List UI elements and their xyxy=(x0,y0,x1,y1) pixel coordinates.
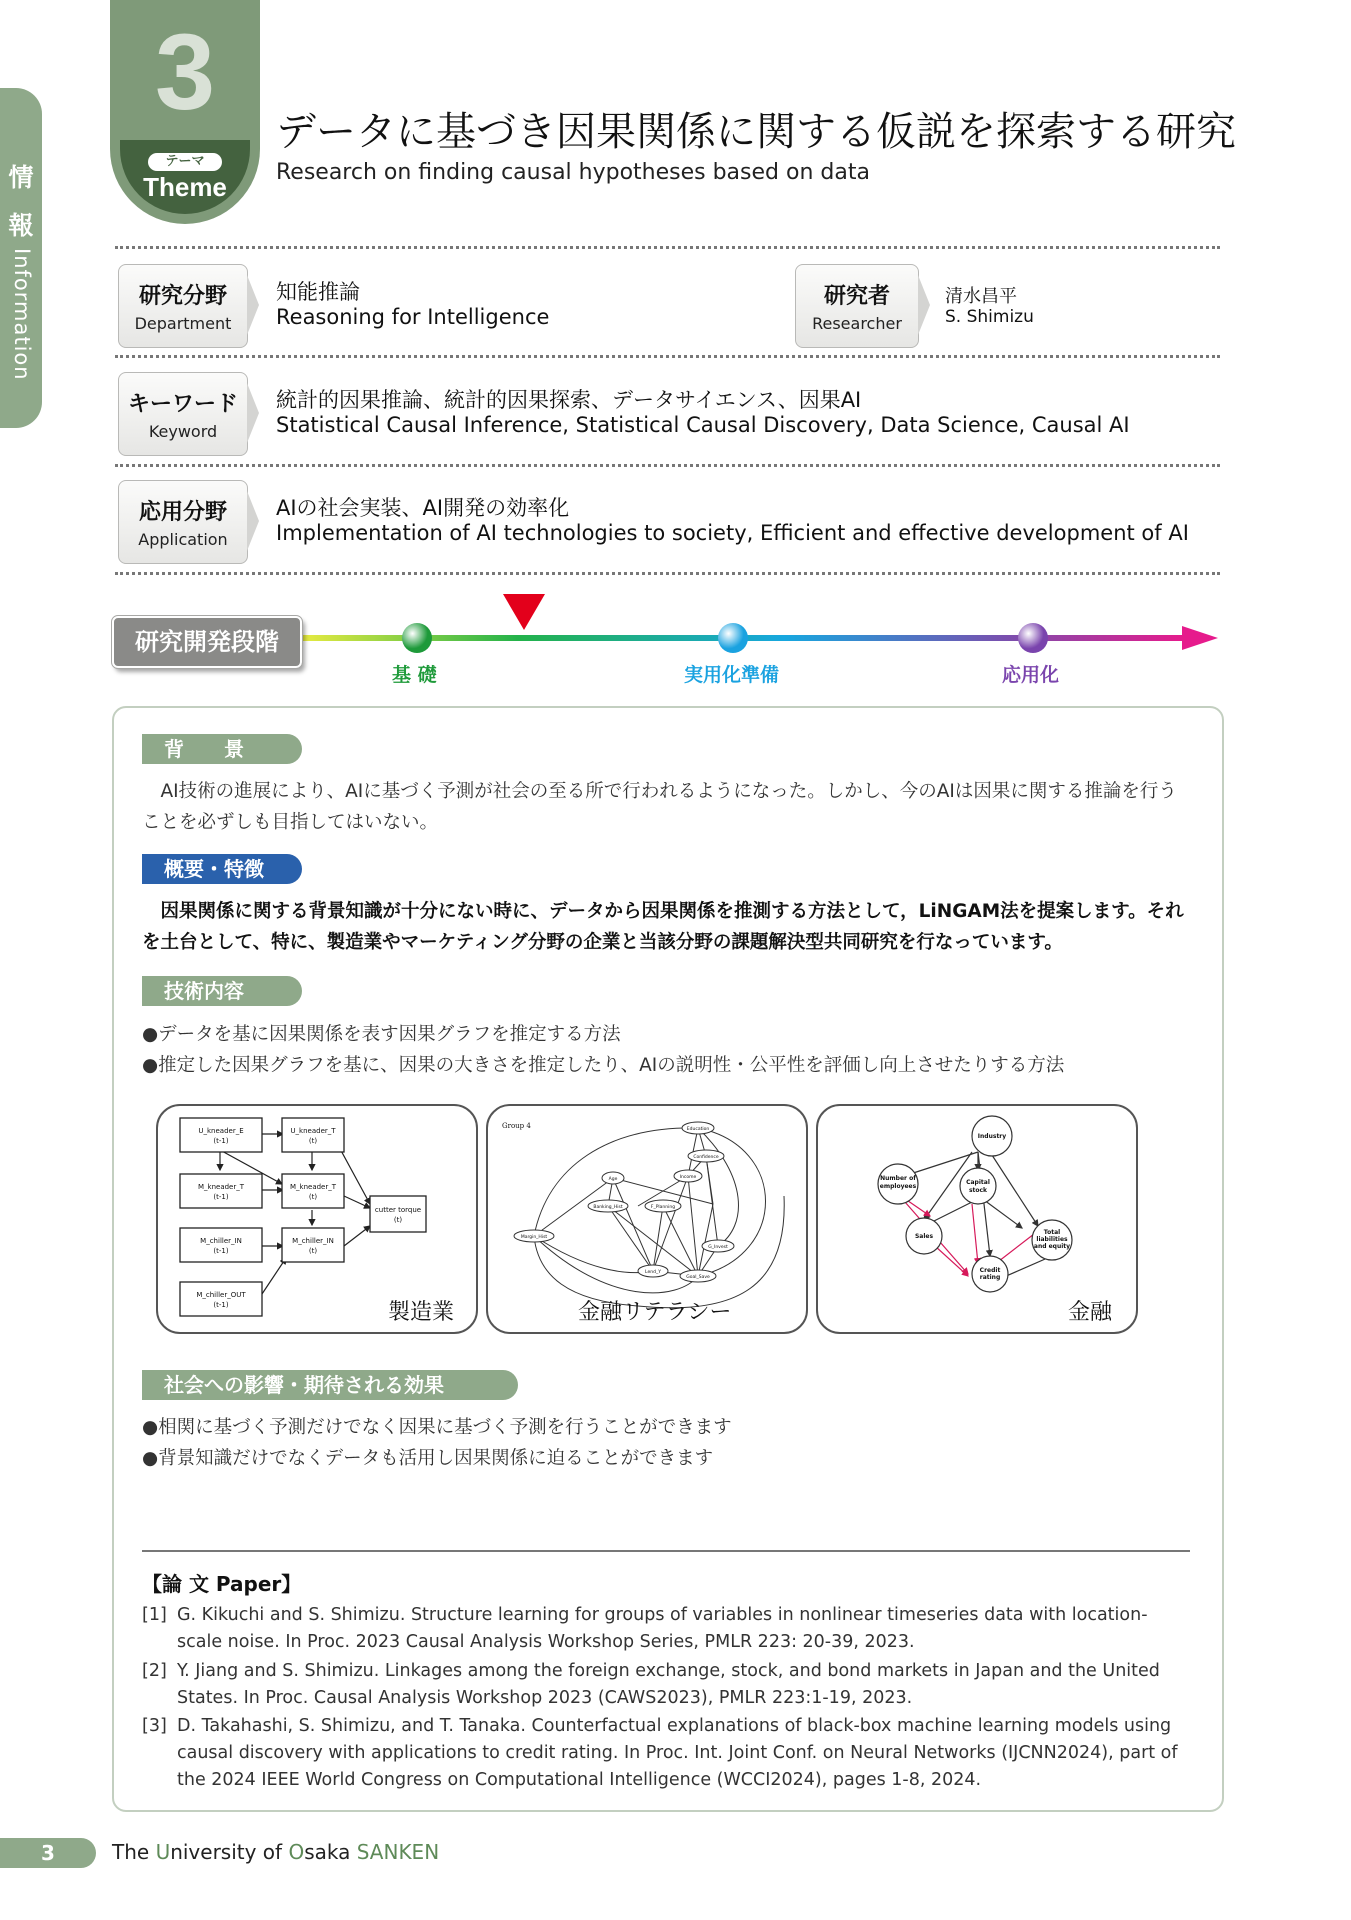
footer-brand: SANKEN xyxy=(356,1840,440,1864)
caption-manufacturing: 製造業 xyxy=(387,1300,454,1325)
manufacturing-node-label: (t-1) xyxy=(213,1193,229,1201)
paper-number: [2] xyxy=(142,1661,167,1681)
paper-number: [3] xyxy=(142,1716,167,1736)
paper-item-2 xyxy=(142,1658,1192,1712)
finance-node-label: rating xyxy=(979,1274,1001,1281)
background-text: AI技術の進展により、AIに基づく予測が社会の至る所で行われるようになった。しかし、今のAIは因果に関する推論を行うことを必ずしも目指してはいない。 xyxy=(142,781,1177,833)
financial-node-label: F_Planning xyxy=(650,1205,676,1210)
stage-dot-basic xyxy=(402,623,432,653)
section-label-impact: 社会への影響・期待される効果 xyxy=(142,1370,518,1400)
stage-text-basic: 基 礎 xyxy=(392,664,437,686)
manufacturing-node-label: U_kneader_T xyxy=(290,1127,336,1135)
page-subtitle: Research on finding causal hypotheses based on data xyxy=(276,160,870,185)
manufacturing-node-label: M_chiller_OUT xyxy=(196,1291,246,1299)
figure-finance xyxy=(816,1104,1138,1334)
tag-arrow-icon xyxy=(918,275,930,335)
theme-word: Theme xyxy=(143,172,227,202)
finance-node-label: stock xyxy=(968,1187,988,1194)
manufacturing-node-label: (t-1) xyxy=(213,1137,229,1145)
application-value-en: Implementation of AI technologies to society, Efficient and effective development of AI xyxy=(276,521,1189,545)
finance-node-label: employees xyxy=(879,1183,917,1190)
impact-bullet-2: ●背景知識だけでなくデータも活用し因果関係に迫ることができます xyxy=(142,1448,714,1469)
researcher-tag xyxy=(795,264,919,348)
department-label-en: Department xyxy=(134,314,232,333)
paper-heading: 【論 文 Paper】 xyxy=(142,1572,302,1596)
side-tab-english: Information xyxy=(10,248,34,381)
stage-arrowhead-icon xyxy=(1182,626,1218,650)
manufacturing-node-label: cutter torque xyxy=(374,1206,422,1214)
side-tab-char-2: 報 xyxy=(8,211,34,240)
finance-node-label: Sales xyxy=(914,1233,934,1240)
paper-item-1 xyxy=(142,1602,1192,1656)
side-tab-char-1: 情 xyxy=(8,163,34,192)
divider xyxy=(115,572,1220,575)
manufacturing-node-label: (t) xyxy=(308,1193,318,1201)
financial-node-label: Lend_Y xyxy=(645,1270,661,1275)
current-stage-marker-icon xyxy=(503,594,545,630)
application-label-jp: 応用分野 xyxy=(138,500,227,525)
caption-finance: 金融 xyxy=(1067,1300,1112,1325)
footer-the: The xyxy=(112,1840,156,1864)
keyword-tag xyxy=(118,372,248,456)
figure-manufacturing xyxy=(156,1104,478,1334)
finance-node-label: Total xyxy=(1043,1229,1061,1236)
keyword-value-jp: 統計的因果推論、統計的因果探索、データサイエンス、因果AI xyxy=(276,388,862,412)
paper-text: D. Takahashi, S. Shimizu, and T. Tanaka. Counterfactual explanations of black-box machine learning models using causal discovery with applications to credit rating. In Proc. Int. Joint Conf. on Neural Networks (IJCNN2024), part of the 2024 IEEE World Congress on Computational Intelligence (WCCI2024), pages 1-8, 2024. xyxy=(177,1716,1178,1790)
tag-arrow-icon xyxy=(247,383,259,443)
financial-node-label: Income xyxy=(679,1175,697,1180)
manufacturing-node-label: M_chiller_IN xyxy=(292,1237,334,1245)
divider xyxy=(115,355,1220,358)
finance-node-label: Number of xyxy=(880,1175,916,1182)
theme-pill: テーマ xyxy=(148,153,222,171)
researcher-value-en: S. Shimizu xyxy=(945,307,1034,327)
page-number: 3 xyxy=(0,1838,96,1868)
manufacturing-node-label: (t-1) xyxy=(213,1247,229,1255)
footer-univ-rest: niversity of xyxy=(170,1840,289,1864)
financial-node-label: Banking_Hist xyxy=(593,1205,623,1210)
financial-group-label: Group 4 xyxy=(502,1122,531,1130)
financial-node-label: Education xyxy=(686,1127,710,1132)
department-value-jp: 知能推論 xyxy=(276,280,360,304)
application-value-jp: AIの社会実装、AI開発の効率化 xyxy=(276,496,570,520)
section-label-overview: 概要・特徴 xyxy=(142,854,302,884)
keyword-label-en: Keyword xyxy=(148,422,218,441)
researcher-label-en: Researcher xyxy=(812,314,902,333)
keyword-value-en: Statistical Causal Inference, Statistical Causal Discovery, Data Science, Causal AI xyxy=(276,413,1130,437)
section-label-background: 背 景 xyxy=(142,734,302,764)
manufacturing-node-label: M_kneader_T xyxy=(289,1183,337,1191)
paper-item-3 xyxy=(142,1713,1192,1794)
department-label-jp: 研究分野 xyxy=(138,284,227,309)
manufacturing-node-label: (t) xyxy=(308,1137,318,1145)
financial-node-label: Age xyxy=(608,1177,618,1182)
section-label-technology: 技術内容 xyxy=(142,976,302,1006)
paper-number: [1] xyxy=(142,1605,167,1625)
stage-text-prep: 実用化準備 xyxy=(684,664,780,686)
manufacturing-node-label: (t) xyxy=(308,1247,318,1255)
stage-dot-applied xyxy=(1018,623,1048,653)
page-title: データに基づき因果関係に関する仮説を探索する研究 xyxy=(276,109,1236,155)
finance-node-label: and equity xyxy=(1033,1243,1071,1250)
footer-univ-initial: U xyxy=(155,1840,171,1864)
finance-node-label: Industry xyxy=(977,1133,1007,1140)
paper-divider xyxy=(142,1550,1190,1552)
side-tab xyxy=(0,88,42,428)
keyword-label-jp: キーワード xyxy=(127,392,238,417)
caption-financial-literacy: 金融リテラシー xyxy=(578,1300,732,1325)
overview-text: 因果関係に関する背景知識が十分にない時に、データから因果関係を推測する方法として，LiNGAM法を提案します。それを土台として、特に、製造業やマーケティング分野の企業と当該分野の課題解決型共同研究を行なっています。 xyxy=(142,901,1184,953)
department-tag xyxy=(118,264,248,348)
manufacturing-node-label: (t) xyxy=(393,1216,403,1224)
financial-node-label: Margin_Hist xyxy=(520,1235,548,1240)
manufacturing-node-label: (t-1) xyxy=(213,1301,229,1309)
manufacturing-node-label: M_chiller_IN xyxy=(200,1237,242,1245)
manufacturing-node-label: U_kneader_E xyxy=(198,1127,244,1135)
application-label-en: Application xyxy=(138,530,228,549)
technology-bullet-1: ●データを基に因果関係を表す因果グラフを推定する方法 xyxy=(142,1024,621,1045)
technology-bullet-2: ●推定した因果グラフを基に、因果の大きさを推定したり、AIの説明性・公平性を評価し向上させたりする方法 xyxy=(142,1055,1065,1076)
footer-institution xyxy=(112,1840,439,1864)
financial-node-label: Confidence xyxy=(693,1155,719,1160)
theme-number: 3 xyxy=(154,11,216,132)
paper-text: G. Kikuchi and S. Shimizu. Structure learning for groups of variables in nonlinear timeseries data with location-scale noise. In Proc. 2023 Causal Analysis Workshop Series, PMLR 223: 20-39, 2023. xyxy=(177,1605,1148,1652)
tag-arrow-icon xyxy=(247,491,259,551)
stage-dot-prep xyxy=(718,623,748,653)
financial-node-label: Goal_Save xyxy=(686,1275,710,1280)
stage-text-applied: 応用化 xyxy=(1002,664,1060,686)
tag-arrow-icon xyxy=(247,275,259,335)
finance-node-label: Capital xyxy=(966,1179,990,1186)
researcher-label-jp: 研究者 xyxy=(823,284,890,309)
finance-node-label: liabilities xyxy=(1036,1236,1068,1243)
paper-text: Y. Jiang and S. Shimizu. Linkages among the foreign exchange, stock, and bond markets in Japan and the United States. In Proc. Causal Analysis Workshop 2023 (CAWS2023), PMLR 223:1-19, 2023. xyxy=(177,1661,1160,1708)
theme-badge xyxy=(110,0,260,224)
divider xyxy=(115,464,1220,467)
researcher-value-jp: 清水昌平 xyxy=(945,286,1017,307)
stage-label: 研究開発段階 xyxy=(112,616,302,668)
divider xyxy=(115,246,1220,249)
impact-bullet-1: ●相関に基づく予測だけでなく因果に基づく予測を行うことができます xyxy=(142,1417,732,1438)
footer-osaka-initial: O xyxy=(288,1840,305,1864)
financial-node-label: G_Invest xyxy=(708,1245,728,1250)
application-tag xyxy=(118,480,248,564)
manufacturing-node-label: M_kneader_T xyxy=(197,1183,245,1191)
department-value-en: Reasoning for Intelligence xyxy=(276,305,550,329)
figure-financial-literacy xyxy=(486,1104,808,1334)
finance-node-label: Credit xyxy=(979,1267,1001,1274)
footer-osaka-rest: saka xyxy=(304,1840,357,1864)
